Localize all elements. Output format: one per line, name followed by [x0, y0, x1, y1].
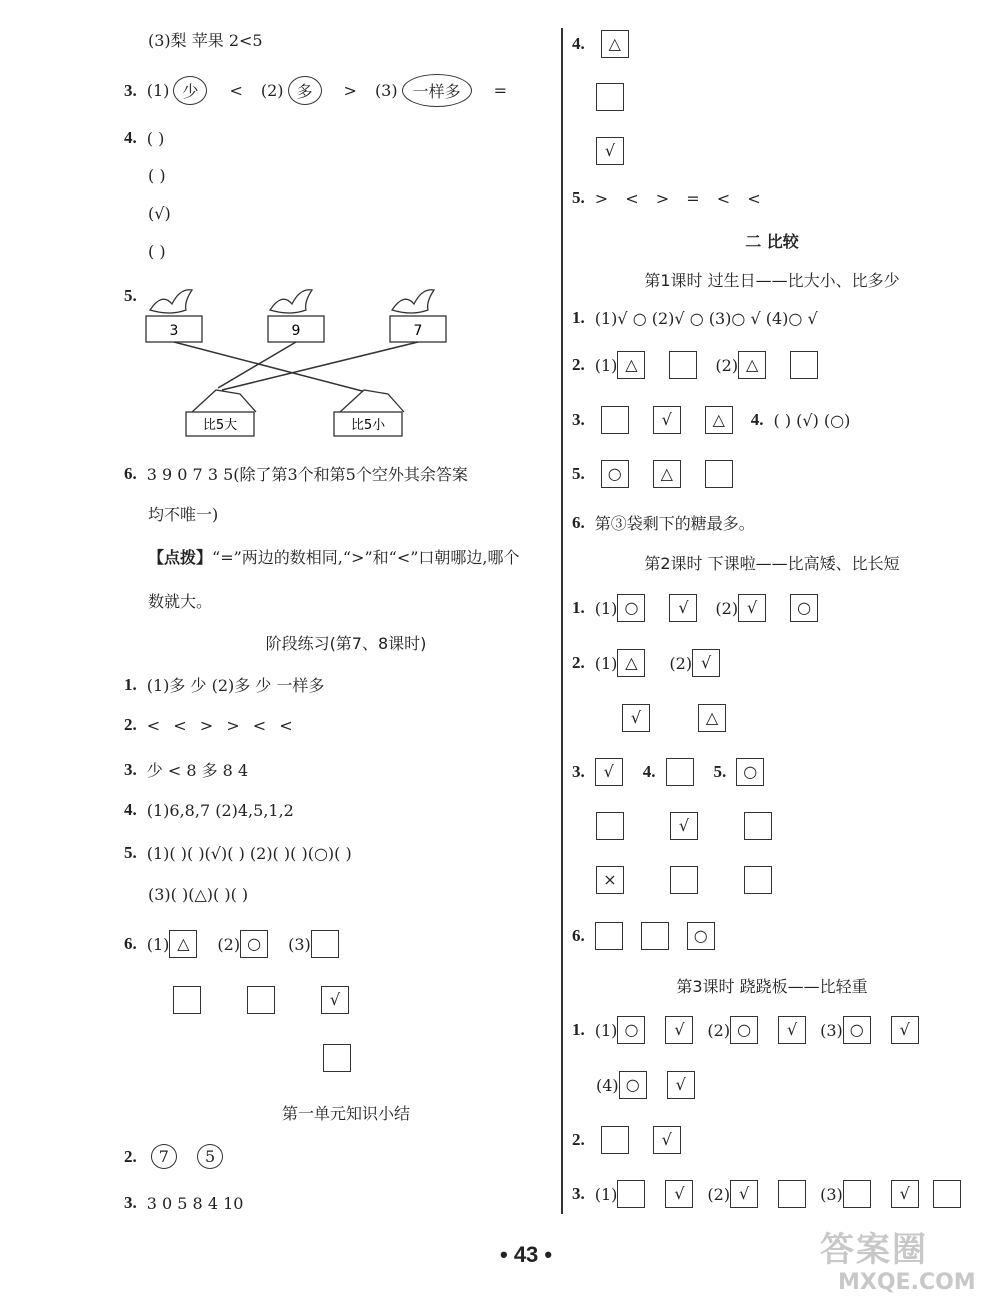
answer-box: ○: [240, 930, 268, 958]
part-label: (1): [594, 1184, 618, 1204]
answer-box: △: [617, 649, 645, 677]
l2-q1: [572, 594, 824, 622]
l2-q2: [572, 649, 726, 677]
l1-q1-text: (1)√ ○ (2)√ ○ (3)○ √ (4)○ √: [594, 308, 818, 328]
bird-icon: [270, 290, 312, 313]
part-label: (2): [669, 653, 693, 673]
stage-q3: [124, 758, 248, 781]
answer-box: [247, 986, 275, 1014]
answer-box: [596, 812, 624, 840]
l1-q1: [572, 308, 818, 328]
question-number: 3.: [124, 80, 137, 100]
stage-q5-line2-row: [148, 885, 248, 904]
question-number: 2.: [124, 1146, 137, 1166]
answer-box: √: [622, 704, 650, 732]
question-number: 1.: [572, 598, 585, 617]
l2-q3-q5: [572, 758, 770, 786]
answer-box: ○: [617, 1016, 645, 1044]
tip-line2: [148, 589, 212, 612]
right-q5: [572, 188, 767, 208]
q3-sign3: =: [493, 81, 508, 100]
l1-q2: [572, 351, 824, 379]
answer-box: √: [665, 1180, 693, 1208]
q3-part2-label: (2): [260, 81, 284, 100]
watermark-url: MXQE.COM: [838, 1270, 976, 1295]
answer-box: [705, 460, 733, 488]
question-number: 3.: [572, 410, 585, 429]
left-q4: [124, 128, 164, 148]
house-roof-icon: [340, 390, 404, 412]
l1-q6-text: 第③袋剩下的糖最多。: [594, 514, 755, 533]
q3-sign1: <: [229, 81, 243, 100]
answer-box: [790, 351, 818, 379]
question-number: 5.: [713, 762, 727, 781]
question-number: 4.: [572, 34, 585, 53]
q3-sign2: >: [343, 81, 357, 100]
answer-box: [744, 812, 772, 840]
l3-q2: [572, 1126, 687, 1154]
right-q5-text: > < > = < <: [594, 188, 767, 208]
answer-box: √: [778, 1016, 806, 1044]
answer-box: ○: [736, 758, 764, 786]
answer-box: △: [601, 30, 629, 58]
l1-q3: [572, 406, 850, 434]
q4-answer-3: (√): [148, 204, 171, 223]
stage-q2: [124, 715, 297, 735]
part-label: (1): [594, 598, 618, 618]
pears-apples-text: (3)梨 苹果 2<5: [148, 31, 263, 50]
bird-icon: [392, 290, 434, 313]
answer-box: √: [891, 1180, 919, 1208]
summary-q3: [124, 1193, 243, 1213]
part-label: (1): [146, 934, 170, 954]
part-label: (4): [596, 1075, 619, 1095]
answer-box: [843, 1180, 871, 1208]
answer-box: [596, 83, 624, 111]
answer-box: √: [738, 594, 766, 622]
answer-box: ×: [596, 866, 624, 894]
watermark-logo: 答案圈: [820, 1230, 928, 1270]
card-label: 7: [413, 323, 423, 339]
match-line: [174, 342, 366, 392]
answer-box: ○: [619, 1071, 647, 1099]
q4-answer-1: ( ): [146, 128, 165, 148]
answer-box: √: [665, 1016, 693, 1044]
part-label: (3): [820, 1020, 843, 1040]
match-line: [222, 342, 418, 390]
part-label: (1): [594, 1020, 618, 1040]
answer-box: [666, 758, 694, 786]
answer-box: ○: [601, 460, 629, 488]
circled-number: 7: [151, 1144, 177, 1169]
part-label: (1): [594, 355, 618, 375]
house-roof-icon: [192, 390, 256, 412]
left-q3: [124, 74, 507, 107]
l1-q6: [572, 511, 755, 534]
answer-box: [670, 866, 698, 894]
question-number: 3.: [572, 762, 585, 781]
question-number: 2.: [572, 1130, 585, 1149]
question-number: 4.: [642, 762, 656, 781]
stage-q5-line2: (3)( )(△)( )( ): [148, 885, 249, 904]
q3-answer2-circled: 多: [288, 76, 322, 105]
stage-q1-text: (1)多 少 (2)多 少 一样多: [146, 676, 325, 695]
l1-q4-text: ( ) (√) (○): [773, 410, 851, 430]
part-label: (3): [288, 934, 311, 954]
answer-box: [601, 406, 629, 434]
question-number: 6.: [572, 512, 585, 532]
l2-q2-row2: [616, 704, 732, 732]
stage-q4-text: (1)6,8,7 (2)4,5,1,2: [146, 800, 294, 820]
question-number: 5.: [124, 843, 137, 862]
stage-q3-text: 少 < 8 多 8 4: [146, 761, 249, 780]
question-number: 2.: [572, 355, 585, 374]
answer-box: √: [730, 1180, 758, 1208]
house-label: 比5大: [202, 418, 238, 433]
question-number: 1.: [572, 308, 585, 327]
question-number: 5.: [572, 464, 585, 483]
answer-box: √: [669, 594, 697, 622]
right-q4-row3: [590, 137, 630, 165]
answer-box: [323, 1044, 351, 1072]
answer-box: √: [653, 1126, 681, 1154]
stage-q1: [124, 673, 324, 696]
question-number: 1.: [124, 674, 137, 694]
question-number: 2.: [124, 715, 137, 734]
lesson2-title: 第2课时 下课啦——比高矮、比长短: [644, 554, 900, 573]
answer-box: ○: [730, 1016, 758, 1044]
part-label: (1): [594, 653, 618, 673]
tip-label: 【点拨】: [148, 548, 213, 567]
answer-box: ○: [617, 594, 645, 622]
answer-box: △: [653, 460, 681, 488]
stage-q5-line1: (1)( )( )(√)( ) (2)( )( )(○)( ): [146, 843, 352, 863]
answer-box: [601, 1126, 629, 1154]
right-q4-row2: [590, 83, 630, 111]
stage-q5: [124, 843, 352, 863]
answer-box: △: [738, 351, 766, 379]
part-label: (2): [715, 598, 739, 618]
question-number: 4.: [124, 128, 137, 147]
column-divider: [561, 28, 563, 1214]
answer-box: [744, 866, 772, 894]
q3-answer3-circled: 一样多: [402, 74, 472, 107]
answer-box: [617, 1180, 645, 1208]
answer-box: √: [653, 406, 681, 434]
stage-practice-title: 阶段练习(第7、8课时): [265, 634, 427, 653]
stage-q6: [124, 930, 345, 958]
question-number: 6.: [124, 463, 137, 483]
bird-icon: [150, 290, 192, 313]
tip-text2: 数就大。: [148, 592, 213, 611]
stage-q6-row2: [167, 986, 355, 1014]
stage-q6-row3: [317, 1044, 357, 1072]
right-q4-row1: [572, 30, 635, 58]
question-number: 3.: [572, 1184, 585, 1203]
stage-q2-text: < < > > < <: [146, 715, 297, 735]
answer-box: [778, 1180, 806, 1208]
l2-grid-row2: [590, 866, 778, 894]
answer-box: [641, 922, 669, 950]
answer-box: ○: [687, 922, 715, 950]
left-q4-r4: [148, 242, 166, 261]
lesson3-title: 第3课时 跷跷板——比轻重: [676, 977, 868, 996]
page-number: • 43 •: [500, 1242, 553, 1267]
l1-q5: [572, 460, 739, 488]
answer-box: √: [692, 649, 720, 677]
answer-box: [311, 930, 339, 958]
q4-answer-2: ( ): [148, 166, 166, 185]
l2-q6: [572, 922, 721, 950]
q3-part1-label: (1): [146, 81, 170, 100]
q3-part3-label: (3): [374, 81, 398, 100]
question-number: 6.: [572, 926, 585, 945]
l3-q3: [572, 1180, 961, 1208]
tip-line1: [148, 545, 520, 568]
answer-box: √: [321, 986, 349, 1014]
answer-box: √: [595, 758, 623, 786]
answer-box: √: [891, 1016, 919, 1044]
l2-grid-row1: [590, 812, 778, 840]
answer-box: △: [617, 351, 645, 379]
question-number: 2.: [572, 653, 585, 672]
question-number: 1.: [572, 1020, 585, 1039]
lesson1-title: 第1课时 过生日——比大小、比多少: [644, 271, 900, 290]
left-q6-line2: [148, 502, 218, 525]
card-label: 9: [291, 323, 301, 339]
stage-q4: [124, 800, 294, 820]
answer-box: △: [698, 704, 726, 732]
question-number: 5.: [124, 286, 137, 305]
question-number: 6.: [124, 934, 137, 953]
part-label: (2): [217, 934, 241, 954]
left-q4-r3: [148, 204, 171, 223]
answer-box: ○: [843, 1016, 871, 1044]
tip-text1: “=”两边的数相同,“>”和“<”口朝哪边,哪个: [212, 548, 520, 567]
part-label: (2): [715, 355, 739, 375]
summary-q2: [124, 1144, 227, 1169]
question-number: 3.: [124, 759, 137, 779]
answer-box: △: [705, 406, 733, 434]
part-label: (2): [707, 1020, 731, 1040]
l3-q1: [572, 1016, 925, 1044]
house-label: 比5小: [350, 418, 386, 433]
answer-box: [669, 351, 697, 379]
answer-box: ○: [790, 594, 818, 622]
answer-box: √: [667, 1071, 695, 1099]
question-number: 4.: [124, 800, 137, 819]
answer-box: √: [596, 137, 624, 165]
q6-line1: 3 9 0 7 3 5(除了第3个和第5个空外其余答案: [146, 465, 468, 484]
q6-line2: 均不唯一): [148, 505, 219, 524]
answer-box: [595, 922, 623, 950]
l3-q1-part4: [596, 1071, 701, 1099]
card-label: 3: [169, 323, 179, 339]
unit-summary-title: 第一单元知识小结: [281, 1104, 410, 1123]
left-q6: [124, 462, 468, 485]
answer-box: √: [670, 812, 698, 840]
question-number: 3.: [124, 1193, 137, 1212]
circled-number: 5: [197, 1144, 223, 1169]
part-label: (2): [707, 1184, 731, 1204]
part-label: (3): [820, 1184, 843, 1204]
left-q4-r2: [148, 166, 166, 185]
answer-box: [173, 986, 201, 1014]
answer-box: △: [169, 930, 197, 958]
q4-answer-4: ( ): [148, 242, 166, 261]
unit-two-title: 二 比较: [745, 232, 799, 251]
question-number: 5.: [572, 188, 585, 207]
summary-q3-text: 3 0 5 8 4 10: [146, 1193, 244, 1213]
q3-answer1-circled: 少: [173, 76, 207, 105]
answer-box: [933, 1180, 961, 1208]
left-pears-line: [148, 28, 263, 51]
question-number: 4.: [750, 410, 764, 429]
matching-diagram: [140, 282, 460, 442]
